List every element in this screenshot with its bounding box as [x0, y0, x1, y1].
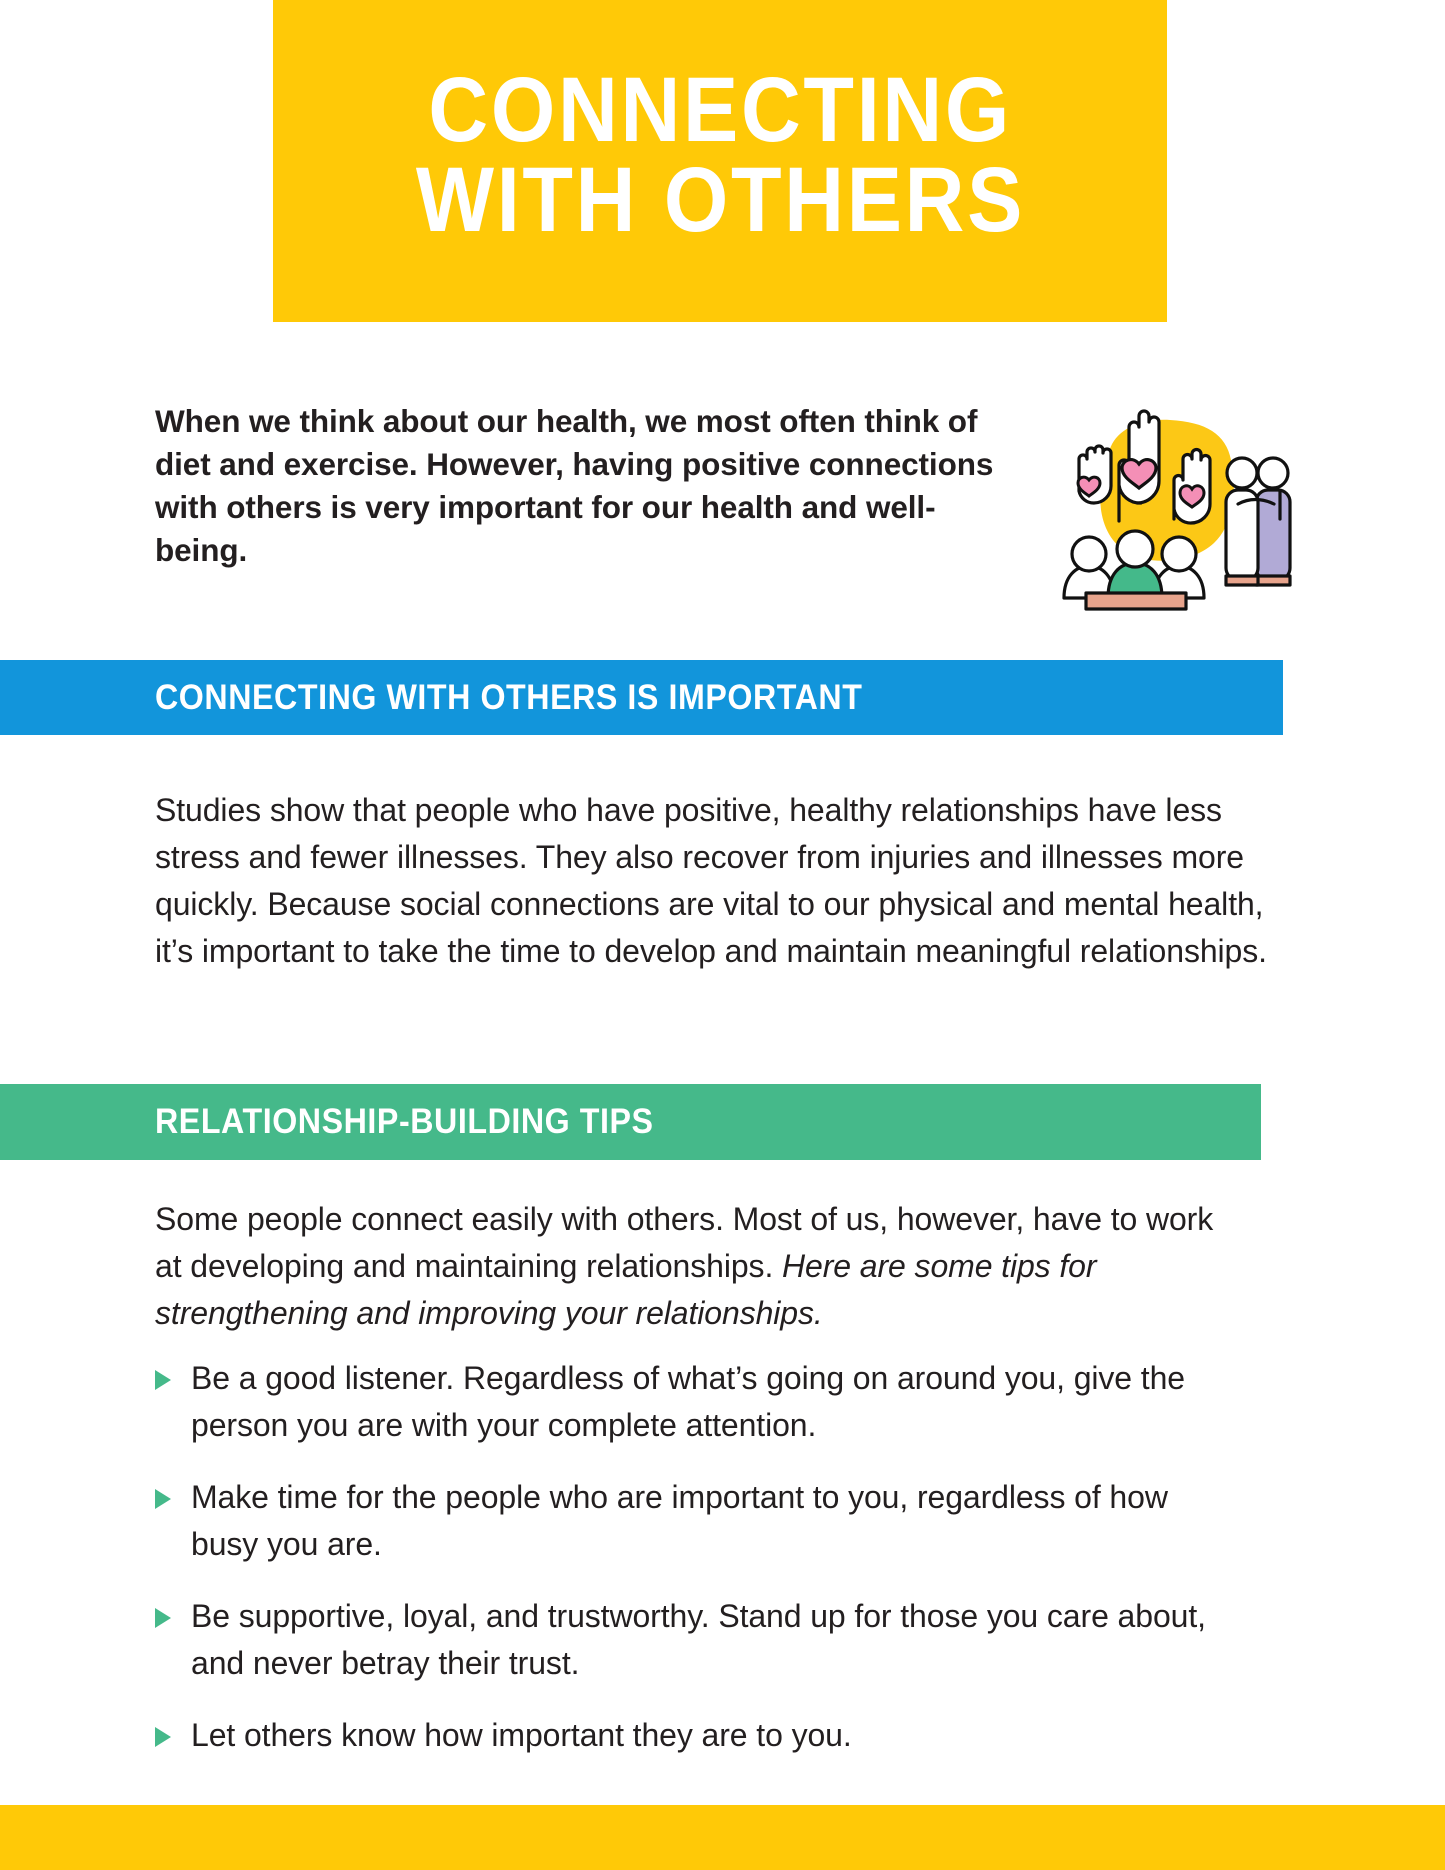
tips-intro-plain: Some people connect easily with others. Most of us, however, have to work at developing and maintaining relationships. — [155, 1201, 1214, 1284]
page-title-line-1: CONNECTING — [428, 58, 1012, 161]
list-item-text: Be a good listener. Regardless of what’s going on around you, give the person you are with your complete attention. — [191, 1360, 1185, 1443]
intro-paragraph: When we think about our health, we most often think of diet and exercise. However, having positive connections with others is very important for our health and well-being. — [155, 403, 994, 568]
section-header-relationship-building-tips — [0, 1084, 1261, 1160]
page-title-line-2: WITH OTHERS — [415, 149, 1025, 251]
section-body-relationship-building-tips — [155, 1196, 1215, 1337]
people-connecting-illustration — [1046, 386, 1311, 616]
triangle-right-icon — [155, 1489, 171, 1509]
section-heading-label: RELATIONSHIP-BUILDING TIPS — [155, 1102, 654, 1141]
footer-accent-bar — [0, 1805, 1445, 1870]
list-item-text: Be supportive, loyal, and trustworthy. Stand up for those you care about, and never betray their trust. — [191, 1598, 1206, 1681]
triangle-right-icon — [155, 1370, 171, 1390]
list-item — [155, 1474, 1230, 1568]
triangle-right-icon — [155, 1727, 171, 1747]
list-item — [155, 1593, 1230, 1687]
section-header-connecting-is-important — [0, 660, 1283, 735]
relationship-tips-list — [155, 1355, 1230, 1784]
list-item-text: Let others know how important they are to you. — [191, 1717, 852, 1753]
intro-section — [0, 392, 1445, 642]
title-banner — [273, 0, 1167, 322]
tips-intro-italic: Here are some tips for strengthening and improving your relationships. — [155, 1248, 1097, 1331]
list-item — [155, 1712, 1230, 1759]
list-item — [155, 1355, 1230, 1449]
list-item-text: Make time for the people who are important to you, regardless of how busy you are. — [191, 1479, 1168, 1562]
section-heading-label: CONNECTING WITH OTHERS IS IMPORTANT — [155, 677, 863, 717]
section-body-connecting-is-important: Studies show that people who have positive, healthy relationships have less stress and fewer illnesses. They also recover from injuries and illnesses more quickly. Because social connections are vital to our physical and mental health, it’s important to take the time to develop and maintain meaningful relationships. — [155, 792, 1267, 969]
triangle-right-icon — [155, 1608, 171, 1628]
